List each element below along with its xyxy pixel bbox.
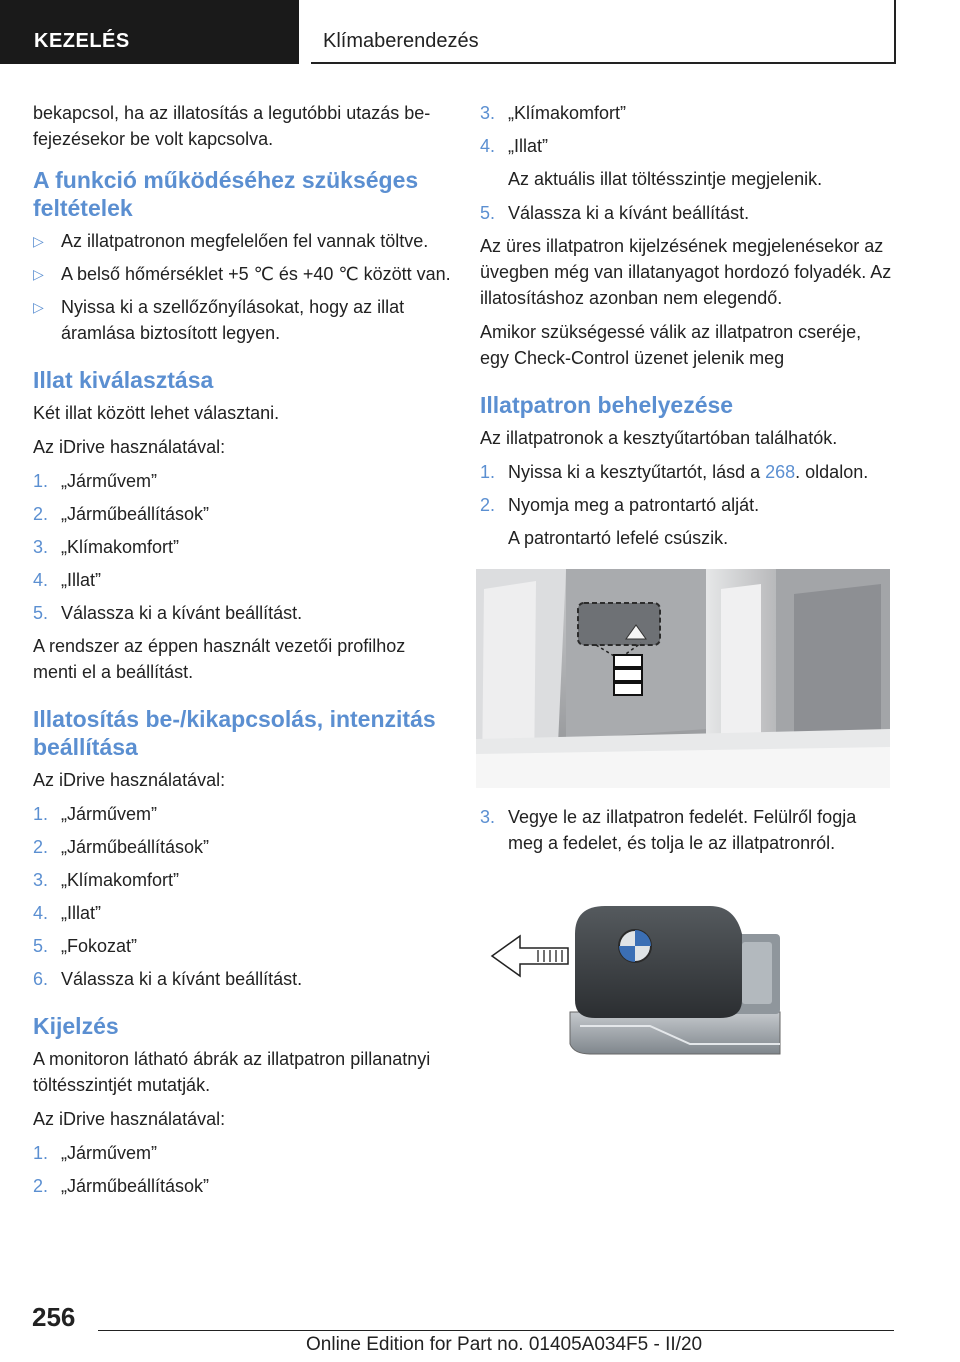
list-item: 1. „Járművem” [33,804,158,824]
list-item: 5. Válassza ki a kívánt beállítást. [480,203,750,223]
list-item: ▷ A belső hőmérséklet +5 ℃ és +40 ℃ között van. [33,261,453,287]
on-off-steps [33,801,453,992]
triangle-bullet-icon: ▷ [33,266,44,282]
chapter-title: Klímaberendezés [323,30,479,52]
glovebox-cartridge-holder-image [476,569,890,788]
conditions-list [33,228,453,346]
paragraph: Az iDrive használatával: [33,437,226,457]
list-item: 4. „Illat” [33,570,101,590]
right-column [480,100,892,1074]
list-item: 1. „Járművem” [33,1143,158,1163]
paragraph: Az iDrive használatával: [33,770,226,790]
list-item: 2. „Járműbeállítások” [33,837,210,857]
paragraph: A monitoron látható ábrák az illatpatron pillanatnyi töltésszintjét mutatják. [33,1049,431,1095]
insert-steps [480,459,892,518]
paragraph: Az üres illatpatron kijelzésének megjelenésekor az üvegben még van illatanyagot hordozó folyadék. Az illatosításhoz azonban nem elegendő. [480,236,892,308]
paragraph: Az illatpatronok a kesztyűtartóban találhatók. [480,428,838,448]
triangle-bullet-icon: ▷ [33,233,44,249]
paragraph: A rendszer az éppen használt vezetői profilhoz menti el a beállítást. [33,636,406,682]
continued-step-5 [480,200,892,226]
list-item: 2. „Járműbeállítások” [33,1176,210,1196]
list-item: 3. „Klímakomfort” [480,103,627,123]
list-item: 6. Válassza ki a kívánt beállítást. [33,969,303,989]
list-item: 2. „Járműbeállítások” [33,504,210,524]
heading-insert-cartridge: Illatpatron behelyezése [480,392,734,418]
list-item: ▷ Az illatpatronon megfelelően fel vannak töltve. [33,228,453,254]
continued-steps [480,100,892,159]
step-note: A patrontartó lefelé csúszik. [508,528,729,548]
list-item: 4. „Illat” [33,903,101,923]
chapter-header [311,0,896,64]
heading-select-scent: Illat kiválasztása [33,367,214,393]
cartridge-cover-removal-diagram [480,894,892,1074]
insert-step-3 [480,804,892,856]
heading-conditions: A funkció működéséhez szükséges feltételek [33,167,419,221]
step-note: Az aktuális illat töltésszintje megjelenik. [508,169,823,189]
list-item: 3. „Klímakomfort” [33,870,180,890]
paragraph: Az iDrive használatával: [33,1109,226,1129]
footer-divider [98,1330,894,1331]
paragraph: Két illat között lehet választani. [33,403,280,423]
section-title: KEZELÉS [34,30,130,52]
list-item: 3. Vegye le az illatpatron fedelét. Felülről fogja meg a fedelet, és tolja le az illatpatronról. [480,807,857,853]
select-steps [33,468,453,626]
paragraph: Amikor szükségessé válik az illatpatron cseréje, egy Check-Control üzenet jelenik meg [480,322,862,368]
page-reference-link[interactable]: 268 [765,462,796,482]
left-column [33,100,453,1206]
list-item: 4. „Illat” [480,136,548,156]
list-item: 1. Nyissa ki a kesztyűtartót, lásd a 268. oldalon. [480,462,869,482]
list-item: ▷ Nyissa ki a szellőzőnyílásokat, hogy az illat áramlása biztosított legyen. [33,294,453,346]
list-item: 2. Nyomja meg a patrontartó alját. [480,495,760,515]
section-tab [0,0,299,64]
heading-display: Kijelzés [33,1013,119,1039]
list-item: 1. „Járművem” [33,471,158,491]
triangle-bullet-icon: ▷ [33,299,44,315]
list-item: 5. „Fokozat” [33,936,138,956]
edition-footer: Online Edition for Part no. 01405A034F5 - II/20 [306,1334,703,1355]
page-number: 256 [32,1302,76,1332]
intro-paragraph: bekapcsol, ha az illatosítás a legutóbbi utazás befejezésekor be volt kapcsolva. [33,103,431,149]
display-steps [33,1140,453,1199]
heading-on-off: Illatosítás be-/kikapcsolás, intenzitás beállítása [33,706,436,760]
list-item: 5. Válassza ki a kívánt beállítást. [33,603,303,623]
list-item: 3. „Klímakomfort” [33,537,180,557]
